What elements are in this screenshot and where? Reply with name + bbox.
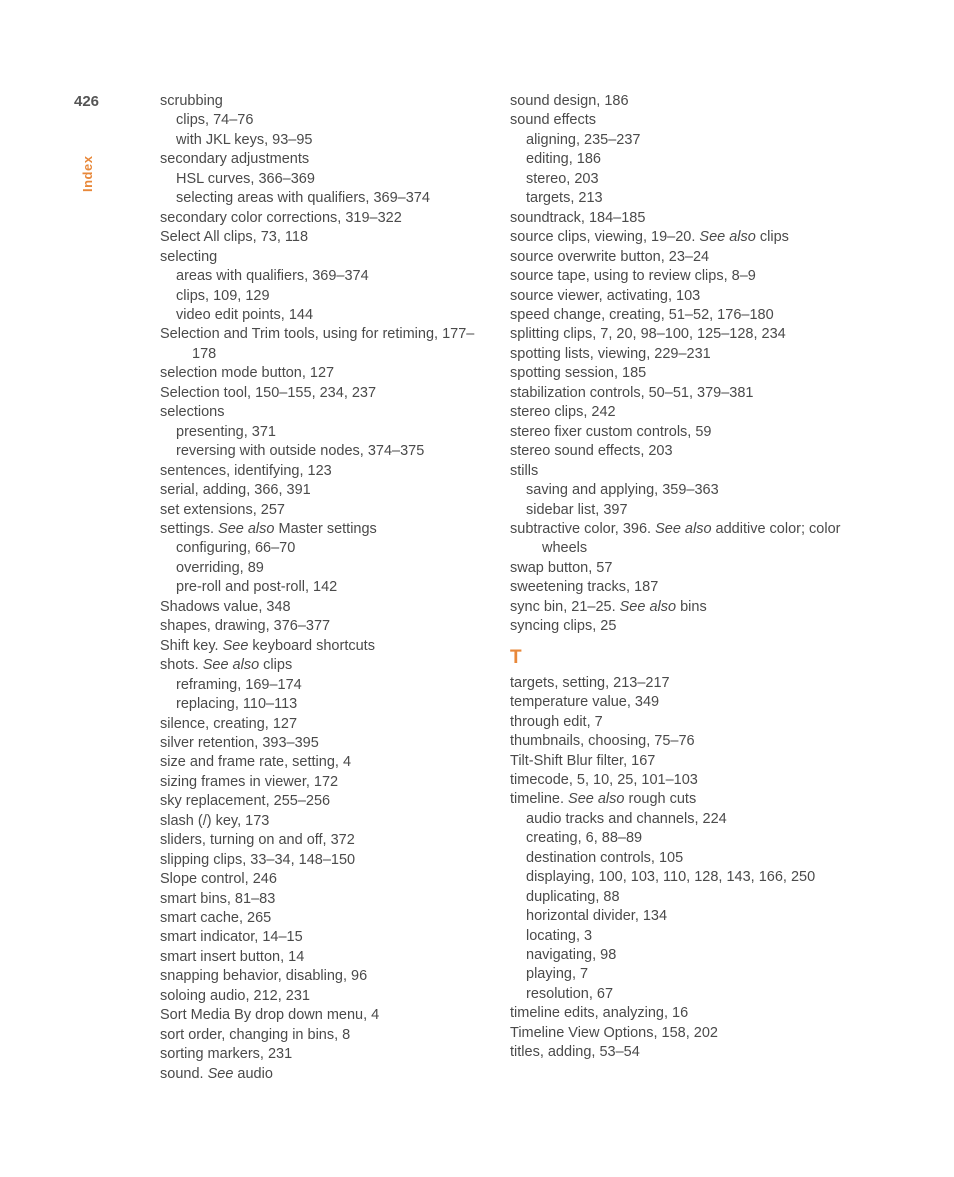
entry-text: silver retention, 393–395 [160, 734, 319, 751]
cross-reference-label: See also [218, 520, 275, 537]
index-subentry [160, 539, 490, 558]
index-entry [160, 462, 490, 481]
index-entry [160, 812, 490, 831]
index-entry [160, 870, 490, 889]
index-group-t [510, 674, 850, 1063]
index-entry [510, 674, 850, 693]
entry-text: configuring, 66–70 [176, 540, 296, 557]
index-entry [510, 248, 850, 267]
entry-text: aligning, 235–237 [526, 131, 641, 148]
entry-text: HSL curves, 366–369 [176, 170, 315, 187]
entry-text: Selection tool, 150–155, 234, 237 [160, 384, 377, 401]
entry-text: source overwrite button, 23–24 [510, 248, 710, 265]
index-entry [160, 520, 490, 539]
cross-reference-label: See also [568, 791, 625, 808]
entry-text: keyboard shortcuts [248, 637, 375, 654]
entry-text: editing, 186 [526, 151, 601, 168]
entry-text: targets, setting, 213–217 [510, 674, 670, 691]
entry-text: sort order, changing in bins, 8 [160, 1026, 351, 1043]
entry-text: duplicating, 88 [526, 888, 620, 905]
entry-text: smart bins, 81–83 [160, 890, 276, 907]
index-entry [510, 364, 850, 383]
index-entry [160, 637, 490, 656]
entry-text: creating, 6, 88–89 [526, 830, 643, 847]
entry-text: scrubbing [160, 93, 223, 109]
index-entry [160, 967, 490, 986]
index-entry [510, 228, 850, 247]
entry-text: navigating, 98 [526, 947, 617, 964]
entry-text: selecting [160, 248, 218, 265]
index-entry [160, 384, 490, 403]
index-subentry [510, 985, 850, 1004]
entry-text: video edit points, 144 [176, 306, 314, 323]
entry-text: audio [233, 1065, 273, 1082]
entry-text: timeline. [510, 791, 569, 808]
entry-text: splitting clips, 7, 20, 98–100, 125–128, 234 [510, 326, 786, 343]
page-number: 426 [74, 93, 100, 110]
cross-reference-label: See also [655, 520, 712, 537]
entry-text: syncing clips, 25 [510, 618, 617, 635]
entry-text: Select All clips, 73, 118 [160, 229, 309, 246]
cross-reference-label: See also [202, 657, 260, 674]
index-entry [160, 364, 490, 383]
entry-text: targets, 213 [526, 190, 603, 207]
index-subentry [510, 829, 850, 848]
entry-text: Shadows value, 348 [160, 598, 291, 615]
index-entry [160, 1065, 490, 1084]
entry-text: stereo sound effects, 203 [510, 443, 673, 460]
index-subentry [510, 810, 850, 829]
entry-text: Master settings [274, 520, 377, 537]
index-entry [160, 209, 490, 228]
index-entry [510, 617, 850, 636]
index-subentry [160, 423, 490, 442]
entry-text: reversing with outside nodes, 374–375 [176, 443, 425, 460]
section-label: Index [80, 155, 95, 192]
entry-text: clips, 74–76 [176, 112, 254, 129]
entry-text: serial, adding, 366, 391 [160, 482, 311, 499]
entry-text: smart cache, 265 [160, 910, 272, 927]
index-entry [160, 598, 490, 617]
index-subentry [510, 888, 850, 907]
index-subentry [510, 965, 850, 984]
index-entry [510, 306, 850, 325]
index-subentry [510, 170, 850, 189]
entry-text: stereo fixer custom controls, 59 [510, 423, 712, 440]
index-subentry [160, 676, 490, 695]
index-entry [510, 403, 850, 422]
index-entry [160, 248, 490, 267]
index-entry [510, 732, 850, 751]
index-subentry [510, 927, 850, 946]
entry-text: presenting, 371 [176, 423, 276, 440]
index-entry [160, 851, 490, 870]
entry-text: selections [160, 404, 225, 421]
entry-text: displaying, 100, 103, 110, 128, 143, 166, 250 [526, 869, 816, 886]
entry-text: sentences, identifying, 123 [160, 462, 332, 479]
entry-text: stereo, 203 [526, 170, 599, 187]
entry-text: smart indicator, 14–15 [160, 929, 303, 946]
entry-text: stereo clips, 242 [510, 404, 616, 421]
entry-text: stills [510, 462, 539, 479]
index-subentry [510, 907, 850, 926]
index-entry [160, 734, 490, 753]
index-entry [160, 403, 490, 422]
entry-text: destination controls, 105 [526, 849, 684, 866]
index-entry [510, 771, 850, 790]
index-subentry [510, 868, 850, 887]
index-column-right [510, 92, 850, 1063]
index-group-s-continued [510, 92, 850, 637]
index-entry [510, 713, 850, 732]
entry-text: soloing audio, 212, 231 [160, 987, 310, 1004]
entry-text: sidebar list, 397 [526, 501, 628, 518]
entry-text: snapping behavior, disabling, 96 [160, 968, 368, 985]
index-entry [160, 715, 490, 734]
entry-text: horizontal divider, 134 [526, 908, 668, 925]
entry-text: additive color; color wheels [542, 520, 841, 557]
entry-text: saving and applying, 359–363 [526, 482, 719, 499]
index-subentry [160, 695, 490, 714]
entry-text: sky replacement, 255–256 [160, 793, 331, 810]
entry-text: with JKL keys, 93–95 [176, 131, 313, 148]
index-entry [160, 1045, 490, 1064]
index-subentry [160, 111, 490, 130]
index-entry [510, 790, 850, 809]
entry-text: bins [676, 598, 707, 615]
index-entry [510, 520, 850, 559]
entry-text: sound design, 186 [510, 93, 629, 109]
entry-text: settings. [160, 520, 219, 537]
index-entry [160, 656, 490, 675]
index-entry [510, 92, 850, 111]
entry-text: Selection and Trim tools, using for retiming, 177–178 [160, 326, 475, 362]
entry-text: Sort Media By drop down menu, 4 [160, 1007, 380, 1024]
entry-text: set extensions, 257 [160, 501, 285, 518]
entry-text: locating, 3 [526, 927, 593, 944]
entry-text: source viewer, activating, 103 [510, 287, 701, 304]
index-subentry [160, 189, 490, 208]
index-entry [160, 890, 490, 909]
index-subentry [510, 131, 850, 150]
index-entry [510, 752, 850, 771]
entry-text: Slope control, 246 [160, 871, 277, 888]
index-entry [160, 987, 490, 1006]
entry-text: sweetening tracks, 187 [510, 579, 659, 596]
entry-text: shapes, drawing, 376–377 [160, 618, 331, 635]
entry-text: stabilization controls, 50–51, 379–381 [510, 384, 754, 401]
entry-text: clips [259, 657, 293, 674]
index-entry [160, 1026, 490, 1045]
index-entry [510, 1024, 850, 1043]
index-entry [510, 287, 850, 306]
entry-text: audio tracks and channels, 224 [526, 810, 727, 827]
index-subentry [510, 150, 850, 169]
index-subentry [160, 267, 490, 286]
entry-text: sound. [160, 1065, 208, 1082]
entry-text: smart insert button, 14 [160, 948, 305, 965]
index-entry [510, 442, 850, 461]
index-entry [510, 384, 850, 403]
entry-text: reframing, 169–174 [176, 676, 302, 693]
index-subentry [160, 559, 490, 578]
index-entry [510, 209, 850, 228]
entry-text: size and frame rate, setting, 4 [160, 754, 352, 771]
entry-text: soundtrack, 184–185 [510, 209, 646, 226]
index-entry [510, 267, 850, 286]
index-subentry [510, 189, 850, 208]
entry-text: secondary adjustments [160, 151, 310, 168]
entry-text: clips [755, 229, 789, 246]
index-entry [160, 617, 490, 636]
index-subentry [160, 442, 490, 461]
entry-text: playing, 7 [526, 966, 589, 983]
entry-text: temperature value, 349 [510, 694, 660, 711]
cross-reference-label: See also [699, 229, 756, 246]
letter-heading-t: T [510, 646, 522, 668]
entry-text: speed change, creating, 51–52, 176–180 [510, 306, 774, 323]
entry-text: spotting session, 185 [510, 365, 647, 382]
entry-text: through edit, 7 [510, 713, 603, 730]
entry-text: sorting markers, 231 [160, 1046, 293, 1063]
entry-text: timeline edits, analyzing, 16 [510, 1005, 689, 1022]
cross-reference-label: See [222, 637, 249, 654]
index-entry [510, 559, 850, 578]
entry-text: pre-roll and post-roll, 142 [176, 579, 338, 596]
entry-text: Tilt-Shift Blur filter, 167 [510, 752, 656, 769]
index-entry [160, 228, 490, 247]
index-entry [510, 111, 850, 130]
entry-text: slipping clips, 33–34, 148–150 [160, 851, 356, 868]
index-entry [160, 92, 490, 111]
index-entry [160, 753, 490, 772]
index-entry [510, 598, 850, 617]
index-entry [160, 325, 490, 364]
index-subentry [160, 306, 490, 325]
index-entry [160, 928, 490, 947]
entry-text: replacing, 110–113 [176, 696, 298, 713]
entry-text: resolution, 67 [526, 985, 614, 1002]
entry-text: shots. [160, 657, 203, 674]
entry-text: Timeline View Options, 158, 202 [510, 1024, 718, 1041]
entry-text: clips, 109, 129 [176, 287, 270, 304]
index-subentry [160, 578, 490, 597]
entry-text: titles, adding, 53–54 [510, 1044, 640, 1061]
index-entry [160, 501, 490, 520]
index-entry [510, 345, 850, 364]
entry-text: source tape, using to review clips, 8–9 [510, 268, 756, 285]
index-entry [160, 150, 490, 169]
index-entry [510, 1004, 850, 1023]
entry-text: slash (/) key, 173 [160, 812, 270, 829]
index-subentry [160, 170, 490, 189]
index-subentry [510, 501, 850, 520]
entry-text: thumbnails, choosing, 75–76 [510, 733, 695, 750]
entry-text: Shift key. [160, 637, 223, 654]
entry-text: selection mode button, 127 [160, 365, 335, 382]
index-entry [160, 831, 490, 850]
index-entry [510, 1043, 850, 1062]
entry-text: timecode, 5, 10, 25, 101–103 [510, 771, 698, 788]
entry-text: swap button, 57 [510, 559, 613, 576]
index-entry [510, 423, 850, 442]
index-entry [160, 481, 490, 500]
entry-text: source clips, viewing, 19–20. [510, 229, 700, 246]
entry-text: subtractive color, 396. [510, 520, 656, 537]
entry-text: rough cuts [624, 791, 697, 808]
entry-text: sound effects [510, 112, 596, 129]
entry-text: sliders, turning on and off, 372 [160, 832, 355, 849]
index-entry [510, 693, 850, 712]
index-entry [160, 948, 490, 967]
entry-text: selecting areas with qualifiers, 369–374 [176, 190, 430, 207]
index-subentry [510, 849, 850, 868]
entry-text: sizing frames in viewer, 172 [160, 773, 339, 790]
entry-text: secondary color corrections, 319–322 [160, 209, 402, 226]
entry-text: overriding, 89 [176, 559, 264, 576]
index-entry [160, 792, 490, 811]
index-subentry [510, 946, 850, 965]
index-subentry [510, 481, 850, 500]
index-column-left [160, 92, 490, 1084]
index-entry [160, 909, 490, 928]
cross-reference-label: See also [619, 598, 677, 615]
entry-text: sync bin, 21–25. [510, 598, 620, 615]
index-entry [510, 578, 850, 597]
entry-text: spotting lists, viewing, 229–231 [510, 345, 711, 362]
cross-reference-label: See [207, 1065, 234, 1082]
index-entry [160, 773, 490, 792]
entry-text: areas with qualifiers, 369–374 [176, 268, 369, 285]
index-entry [510, 325, 850, 344]
index-entry [160, 1006, 490, 1025]
index-subentry [160, 131, 490, 150]
entry-text: silence, creating, 127 [160, 715, 298, 732]
index-subentry [160, 287, 490, 306]
index-entry [510, 462, 850, 481]
